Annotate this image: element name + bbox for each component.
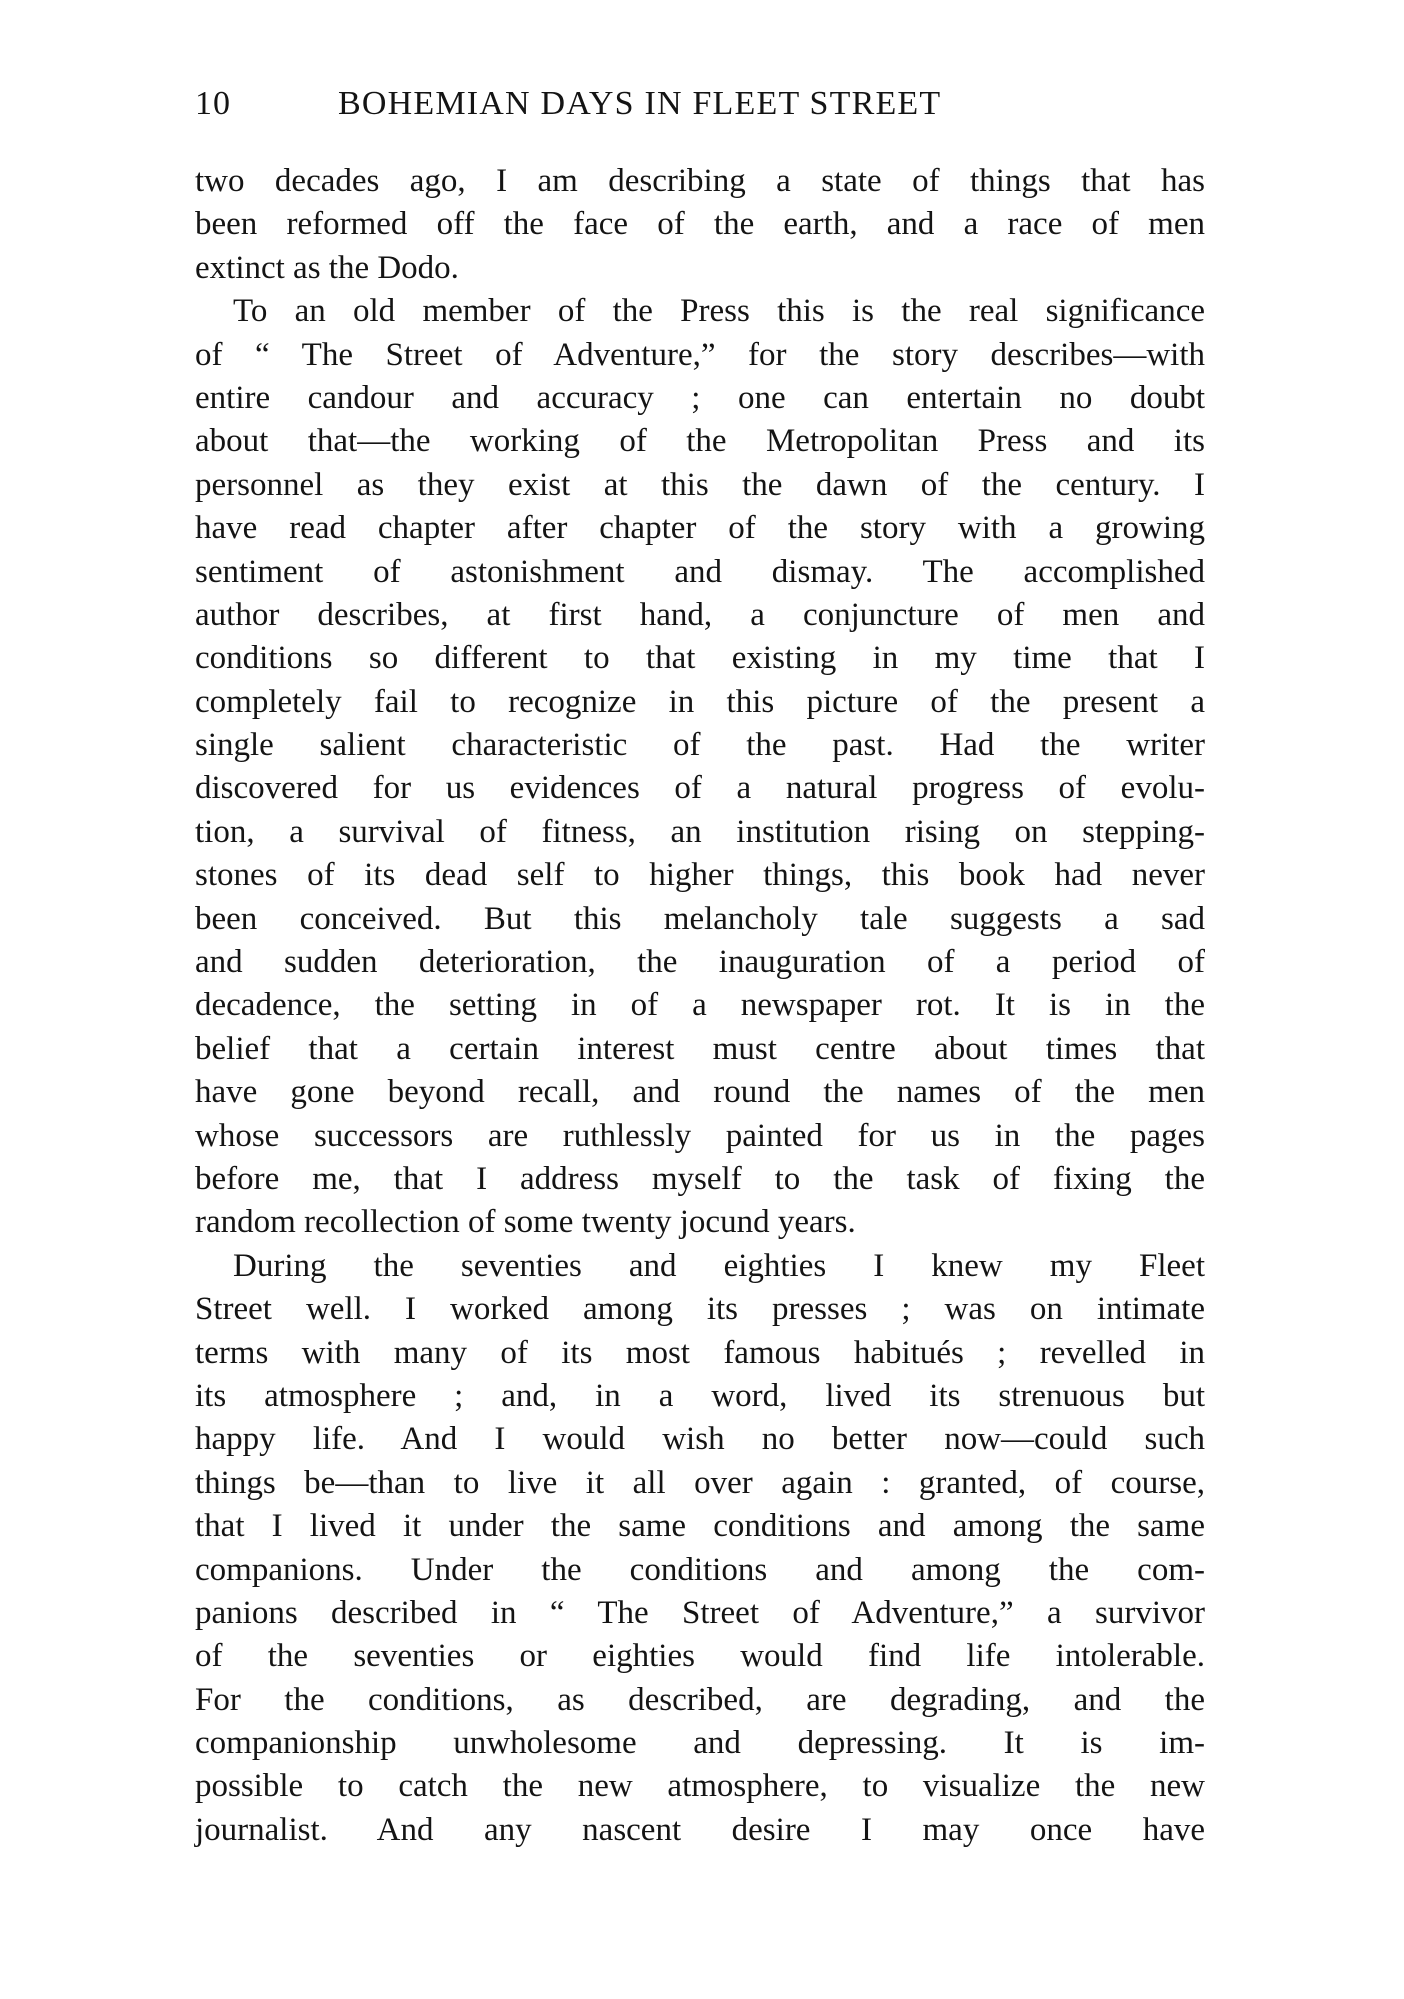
text-line: panions described in “ The Street of Adventure,” a survivor [195, 1594, 1205, 1631]
text-line: companionship unwholesome and depressing. It is im- [195, 1725, 1205, 1762]
text-line: entire candour and accuracy ; one can entertain no doubt [195, 379, 1205, 416]
text-line: terms with many of its most famous habitués ; revelled in [195, 1334, 1205, 1371]
text-line: extinct as the Dodo. [195, 249, 459, 286]
text-line: sentiment of astonishment and dismay. The accomplished [195, 553, 1205, 590]
text-line: of the seventies or eighties would find life intolerable. [195, 1638, 1205, 1675]
text-line: stones of its dead self to higher things, this book had never [195, 857, 1205, 894]
text-line: been conceived. But this melancholy tale suggests a sad [195, 900, 1205, 937]
running-title: BOHEMIAN DAYS IN FLEET STREET [338, 85, 942, 122]
text-line: discovered for us evidences of a natural progress of evolu- [195, 770, 1205, 807]
page-number: 10 [195, 85, 231, 122]
text-line: belief that a certain interest must centre about times that [195, 1030, 1205, 1067]
page-header [195, 84, 1075, 128]
text-line: journalist. And any nascent desire I may once have [195, 1811, 1205, 1848]
text-line: about that—the working of the Metropolitan Press and its [195, 423, 1205, 460]
text-line: and sudden deterioration, the inauguration of a period of [195, 944, 1205, 981]
text-line: of “ The Street of Adventure,” for the story describes—with [195, 336, 1205, 373]
text-line: companions. Under the conditions and among the com- [195, 1551, 1205, 1588]
text-line: its atmosphere ; and, in a word, lived its strenuous but [195, 1377, 1205, 1414]
text-line: To an old member of the Press this is the real significance [233, 293, 1205, 330]
text-line: before me, that I address myself to the task of fixing the [195, 1160, 1205, 1197]
text-line: whose successors are ruthlessly painted for us in the pages [195, 1117, 1205, 1154]
text-line: possible to catch the new atmosphere, to visualize the new [195, 1768, 1205, 1805]
text-line: happy life. And I would wish no better now—could such [195, 1421, 1205, 1458]
text-line: author describes, at first hand, a conjuncture of men and [195, 596, 1205, 633]
body-text [195, 160, 1205, 1852]
text-line: During the seventies and eighties I knew my Fleet [233, 1247, 1205, 1284]
text-line: Street well. I worked among its presses ; was on intimate [195, 1291, 1205, 1328]
text-line: decadence, the setting in of a newspaper rot. It is in the [195, 987, 1205, 1024]
text-line: completely fail to recognize in this picture of the present a [195, 683, 1205, 720]
text-line: have gone beyond recall, and round the names of the men [195, 1074, 1205, 1111]
text-line: tion, a survival of fitness, an institution rising on stepping- [195, 813, 1205, 850]
text-line: For the conditions, as described, are degrading, and the [195, 1681, 1205, 1718]
text-line: that I lived it under the same conditions and among the same [195, 1508, 1205, 1545]
text-line: personnel as they exist at this the dawn of the century. I [195, 466, 1205, 503]
text-line: conditions so different to that existing in my time that I [195, 640, 1205, 677]
text-line: things be—than to live it all over again : granted, of course, [195, 1464, 1205, 1501]
text-line: have read chapter after chapter of the story with a growing [195, 510, 1205, 547]
text-line: been reformed off the face of the earth, and a race of men [195, 206, 1205, 243]
text-line: single salient characteristic of the past. Had the writer [195, 727, 1205, 764]
text-line: two decades ago, I am describing a state of things that has [195, 163, 1205, 199]
text-line: random recollection of some twenty jocund years. [195, 1204, 856, 1241]
